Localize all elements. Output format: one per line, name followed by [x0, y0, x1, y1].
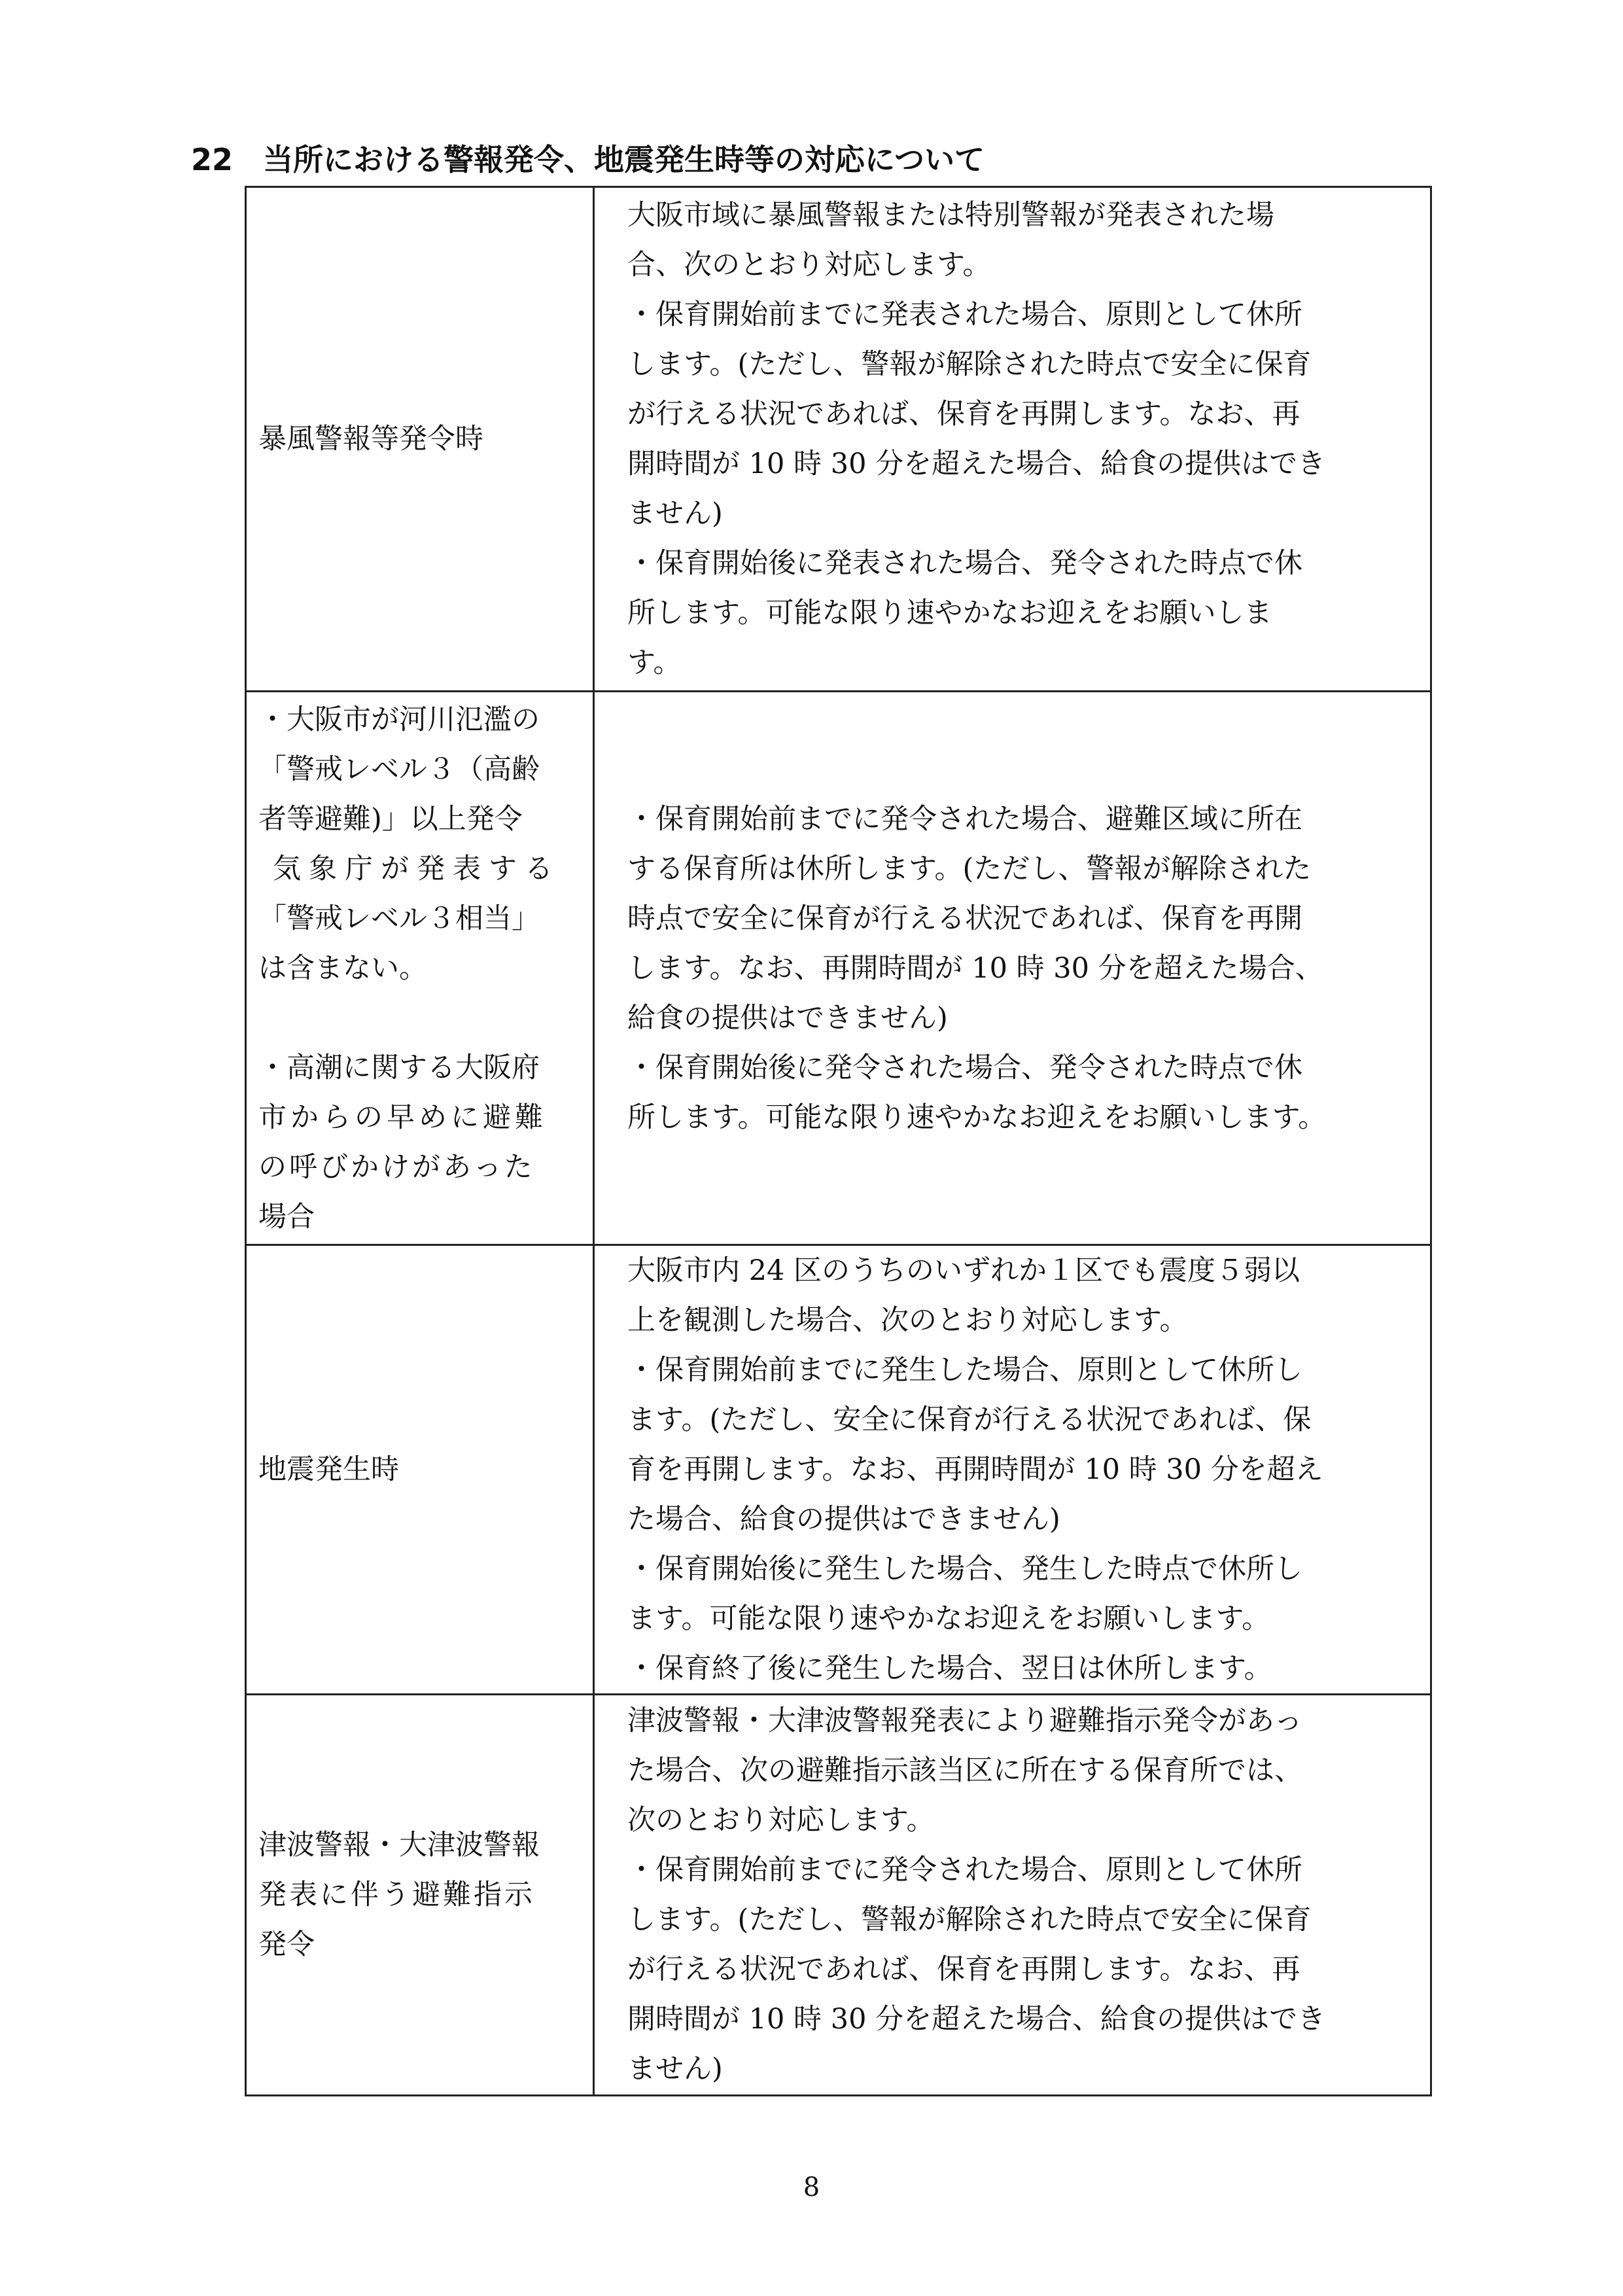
label-line: 「警戒レベル３（高齢	[258, 752, 540, 786]
section-number: 22	[191, 142, 234, 177]
label-line: 市からの早めに避難	[258, 1101, 547, 1134]
label-line: 発表に伴う避難指示	[258, 1879, 535, 1911]
label-line: 「警戒レベル３相当」	[258, 902, 540, 935]
content-line: ます。(ただし、安全に保育が行える状況であれば、保	[627, 1404, 1312, 1436]
content-line: 所します。可能な限り速やかなお迎えをお願いしま	[627, 597, 1272, 629]
row-content-cell	[594, 1245, 1431, 1695]
label-line: 津波警報・大津波警報	[258, 1829, 540, 1862]
content-line: 大阪市域に暴風警報または特別警報が発表された場	[627, 199, 1274, 232]
table-row	[246, 1245, 1431, 1695]
content-line: ません)	[627, 497, 723, 530]
content-line: が行える状況であれば、保育を再開します。なお、再	[627, 398, 1300, 431]
content-line: ・保育終了後に発生した場合、翌日は休所します。	[627, 1652, 1272, 1685]
content-line: します。(ただし、警報が解除された時点で安全に保育	[627, 348, 1312, 381]
row-content-cell	[594, 1695, 1431, 2096]
response-table	[245, 186, 1432, 2096]
content-line: ません)	[627, 2053, 723, 2085]
label-line: ・高潮に関する大阪府	[258, 1051, 540, 1084]
content-line: ます。可能な限り速やかなお迎えをお願いします。	[627, 1602, 1270, 1635]
section-heading	[191, 140, 985, 179]
label-line: は含まない。	[258, 951, 427, 985]
content-line: が行える状況であれば、保育を再開します。なお、再	[627, 1953, 1300, 1986]
content-line: 開時間が 10 時 30 分を超えた場合、給食の提供はでき	[627, 2003, 1326, 2036]
content-line: 開時間が 10 時 30 分を超えた場合、給食の提供はでき	[627, 448, 1326, 480]
content-line: 上を観測した場合、次のとおり対応します。	[627, 1304, 1188, 1337]
label-line: 暴風警報等発令時	[258, 423, 483, 455]
row-label-cell	[246, 187, 594, 692]
row-label-cell	[246, 1695, 594, 2096]
content-line: 育を再開します。なお、再開時間が 10 時 30 分を超え	[627, 1453, 1323, 1486]
content-line: す。	[627, 646, 682, 679]
content-line: します。(ただし、警報が解除された時点で安全に保育	[627, 1903, 1312, 1936]
label-line: 地震発生時	[258, 1453, 399, 1486]
table-row	[246, 692, 1431, 1245]
section-title: 当所における警報発令、地震発生時等の対応について	[263, 142, 985, 177]
table-row	[246, 187, 1431, 692]
label-line: 気象庁が発表する	[273, 852, 561, 885]
content-line: ・保育開始後に発令された場合、発令された時点で休	[627, 1051, 1302, 1084]
label-spacer	[258, 993, 581, 1043]
content-line: 次のとおり対応します。	[627, 1804, 935, 1837]
content-line: ・保育開始後に発表された場合、発令された時点で休	[627, 547, 1302, 580]
label-line: 場合	[258, 1200, 315, 1233]
content-line: 大阪市内 24 区のうちのいずれか１区でも震度５弱以	[627, 1254, 1300, 1287]
row-content-cell	[594, 187, 1431, 692]
label-line: の呼びかけがあった	[258, 1150, 535, 1184]
page-number: 8	[803, 2172, 820, 2202]
table-row	[246, 1695, 1431, 2096]
content-line: する保育所は休所します。(ただし、警報が解除された	[627, 852, 1312, 885]
content-line: ・保育開始前までに発表された場合、原則として休所	[627, 298, 1302, 331]
content-line: します。なお、再開時間が 10 時 30 分を超えた場合、	[627, 951, 1323, 985]
content-line: 時点で安全に保育が行える状況であれば、保育を再開	[627, 902, 1302, 935]
content-line: 所します。可能な限り速やかなお迎えをお願いします。	[627, 1101, 1327, 1134]
content-line: 合、次のとおり対応します。	[627, 249, 991, 281]
content-line: ・保育開始前までに発生した場合、原則として休所し	[627, 1354, 1302, 1386]
content-line: 津波警報・大津波警報発表により避難指示発令があっ	[627, 1704, 1302, 1737]
content-line: 給食の提供はできません)	[627, 1001, 948, 1034]
row-label-cell	[246, 1245, 594, 1695]
content-line: ・保育開始前までに発令された場合、原則として休所	[627, 1854, 1302, 1886]
row-label-cell	[246, 692, 594, 1245]
content-line: た場合、給食の提供はできません)	[627, 1503, 1060, 1536]
content-line: た場合、次の避難指示該当区に所在する保育所では、	[627, 1754, 1302, 1787]
content-line: ・保育開始後に発生した場合、発生した時点で休所し	[627, 1553, 1302, 1585]
label-line: 発令	[258, 1928, 315, 1961]
row-content-cell	[594, 692, 1431, 1245]
label-line: 者等避難)」以上発令	[258, 802, 523, 836]
label-line: ・大阪市が河川氾濫の	[258, 703, 540, 736]
content-line: ・保育開始前までに発令された場合、避難区域に所在	[627, 802, 1302, 836]
